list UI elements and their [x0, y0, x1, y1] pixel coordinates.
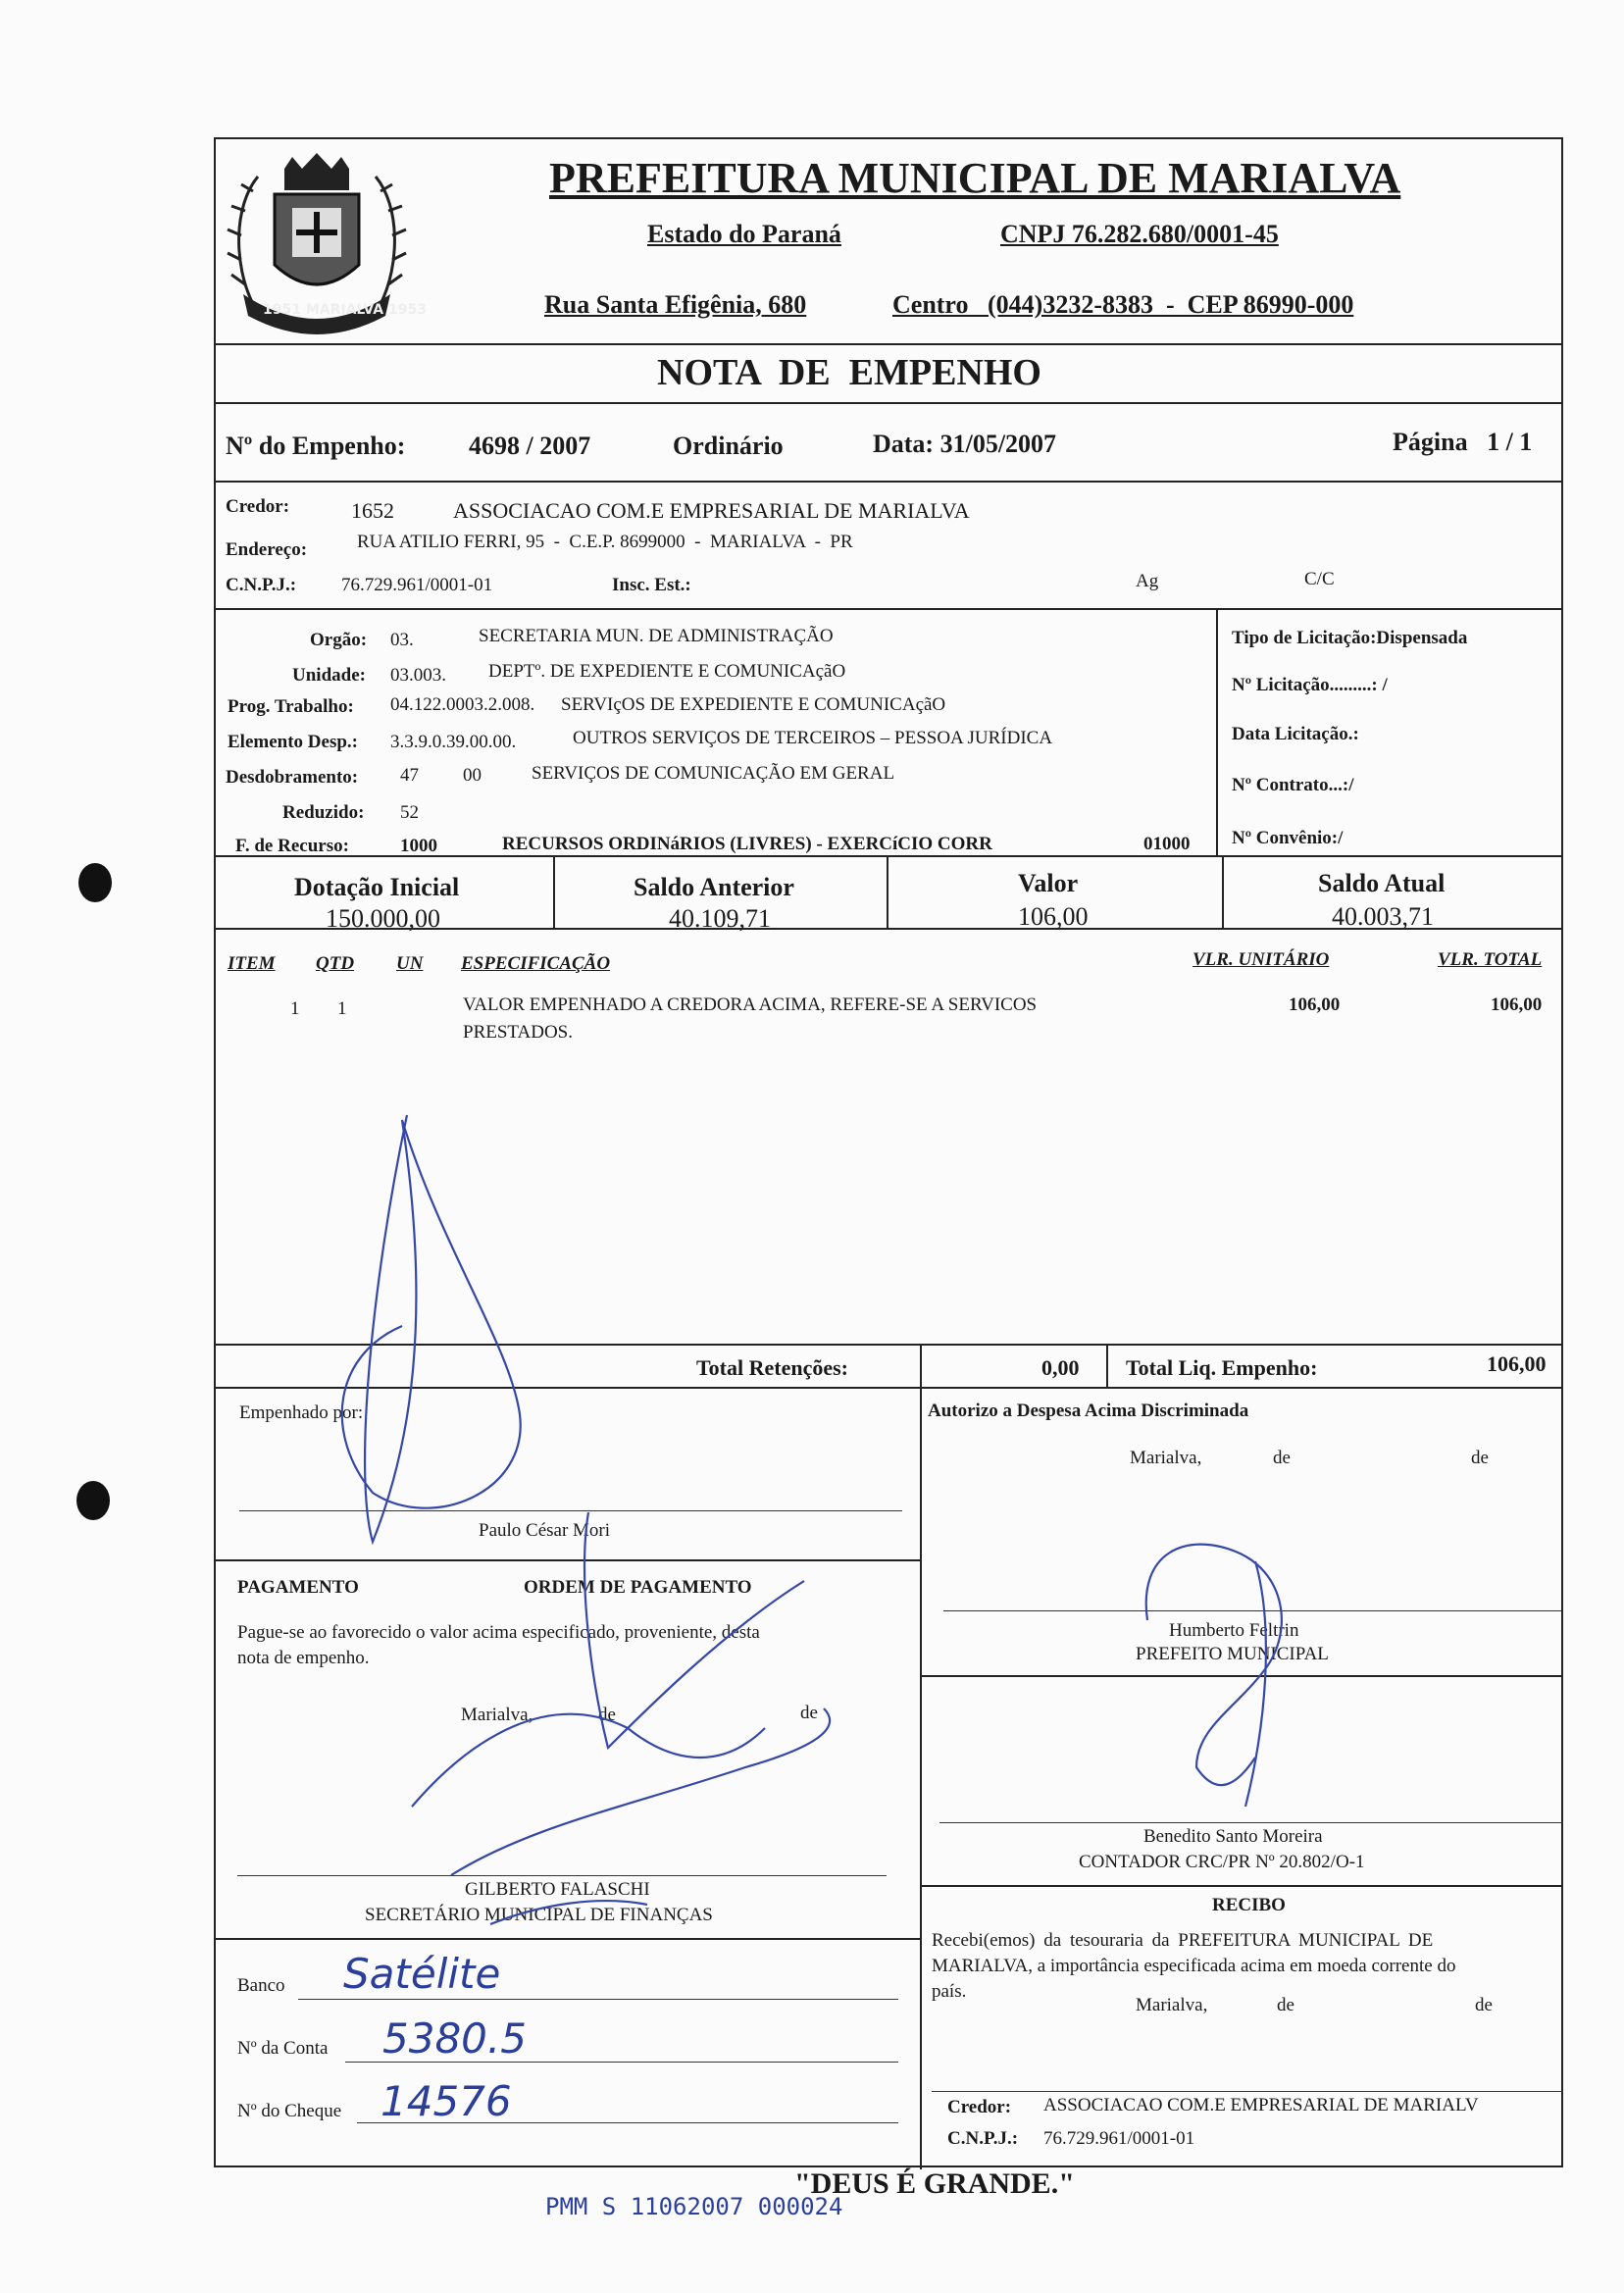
autorizo-de2: de [1471, 1448, 1489, 1468]
credor-name: ASSOCIACAO COM.E EMPRESARIAL DE MARIALVA [453, 498, 970, 523]
secretario-title: SECRETÁRIO MUNICIPAL DE FINANÇAS [365, 1905, 713, 1925]
footer-stamp: PMM S 11062007 000024 [545, 2193, 843, 2220]
tipo-licitacao: Tipo de Licitação:Dispensada [1232, 628, 1468, 648]
balance-valor-label: Valor [1018, 869, 1079, 897]
balance-saldo-atual-value: 40.003,71 [1332, 902, 1434, 931]
items-header-vlr-unit: VLR. UNITÁRIO [1193, 949, 1330, 970]
recibo-credor-name: ASSOCIACAO COM.E EMPRESARIAL DE MARIALV [1043, 2095, 1479, 2115]
numero-contrato: Nº Contrato...:/ [1232, 775, 1354, 795]
elemento-label: Elemento Desp.: [228, 732, 358, 752]
recurso-name: RECURSOS ORDINáRIOS (LIVRES) - EXERCíCIO CORR [502, 834, 992, 854]
recurso-label: F. de Recurso: [235, 836, 349, 856]
desdobramento-code: 47 [400, 765, 419, 786]
prog-label: Prog. Trabalho: [228, 696, 354, 717]
empenhado-por-label: Empenhado por: [239, 1402, 364, 1423]
banco-label: Banco [237, 1975, 285, 1996]
credor-label: Credor: [226, 496, 290, 517]
endereco: RUA ATILIO FERRI, 95 - C.E.P. 8699000 - MARIALVA - PR [357, 532, 853, 552]
item-espec-line1: VALOR EMPENHADO A CREDORA ACIMA, REFERE-SE A SERVICOS [463, 994, 1038, 1015]
data-licitacao: Data Licitação.: [1232, 724, 1359, 744]
contador-title: CONTADOR CRC/PR Nº 20.802/O-1 [1079, 1852, 1365, 1872]
items-header-item: ITEM [228, 953, 276, 974]
elemento-code: 3.3.9.0.39.00.00. [390, 732, 517, 752]
numero-licitacao: Nº Licitação.........: / [1232, 675, 1388, 695]
balance-valor-value: 106,00 [1018, 902, 1089, 931]
empenho-label: Nº do Empenho: [226, 432, 406, 460]
recibo-de2: de [1475, 1995, 1493, 2015]
pagamento-place: Marialva, [461, 1705, 533, 1725]
neighborhood-phone: Centro (044)3232-8383 - CEP 86990-000 [892, 290, 1354, 319]
autorizo-label: Autorizo a Despesa Acima Discriminada [928, 1401, 1249, 1421]
ag-label: Ag [1136, 571, 1159, 591]
prefeito-name: Humberto Feltrin [1169, 1620, 1299, 1641]
pagamento-label: PAGAMENTO [237, 1577, 359, 1598]
item-espec-line2: PRESTADOS. [463, 1022, 573, 1043]
empenho-date: Data: 31/05/2007 [873, 430, 1057, 458]
page-number: Página 1 / 1 [1393, 428, 1533, 456]
desdobramento-name: SERVIÇOS DE COMUNICAÇÃO EM GERAL [532, 763, 895, 784]
empenhado-por-name: Paulo César Mori [479, 1520, 611, 1541]
item-number: 1 [290, 998, 300, 1019]
total-liquido-value: 106,00 [1487, 1351, 1547, 1376]
contador-name: Benedito Santo Moreira [1143, 1826, 1323, 1847]
items-header-vlr-total: VLR. TOTAL [1438, 949, 1543, 970]
empenho-number: 4698 / 2007 [469, 432, 591, 460]
pagamento-de2: de [800, 1703, 818, 1723]
ordem-pagamento-label: ORDEM DE PAGAMENTO [524, 1577, 752, 1598]
punch-hole-bottom [76, 1481, 110, 1520]
cheque-value[interactable]: 14576 [381, 2077, 512, 2125]
unidade-code: 03.003. [390, 665, 446, 686]
desdobramento-label: Desdobramento: [226, 767, 359, 788]
recibo-line2: MARIALVA, a importância especificada acima em moeda corrente do [932, 1956, 1456, 1976]
recibo-line1: Recebi(emos) da tesouraria da PREFEITURA MUNICIPAL DE [932, 1930, 1434, 1951]
prefeito-title: PREFEITO MUNICIPAL [1136, 1644, 1329, 1664]
total-liquido-label: Total Liq. Empenho: [1126, 1355, 1318, 1380]
doc-title: NOTA DE EMPENHO [657, 352, 1041, 393]
recibo-place: Marialva, [1136, 1995, 1208, 2015]
cnpj-header: CNPJ 76.282.680/0001-45 [1000, 220, 1279, 248]
orgao-code: 03. [390, 630, 414, 650]
handwritten-signature-scribbles [216, 139, 1563, 2167]
recibo-title: RECIBO [1212, 1895, 1286, 1915]
prefeitura-title: PREFEITURA MUNICIPAL DE MARIALVA [549, 154, 1401, 202]
unidade-name: DEPTº. DE EXPEDIENTE E COMUNICAçãO [488, 661, 846, 682]
insc-label: Insc. Est.: [612, 575, 691, 595]
cc-label: C/C [1304, 569, 1335, 589]
total-retencoes-label: Total Retenções: [696, 1355, 848, 1380]
state-name: Estado do Paraná [647, 220, 841, 248]
autorizo-place: Marialva, [1130, 1448, 1202, 1468]
cnpj-label: C.N.P.J.: [226, 575, 297, 595]
conta-value[interactable]: 5380.5 [382, 2014, 527, 2063]
balance-dotacao-label: Dotação Inicial [294, 873, 460, 901]
balance-saldo-anterior-label: Saldo Anterior [634, 873, 794, 901]
recibo-credor-label: Credor: [947, 2097, 1012, 2117]
items-header-un: UN [396, 953, 424, 974]
pagamento-text-line1: Pague-se ao favorecido o valor acima especificado, proveniente, desta [237, 1622, 760, 1643]
secretario-name: GILBERTO FALASCHI [465, 1879, 650, 1900]
item-vlr-total: 106,00 [1491, 994, 1543, 1015]
punch-hole-top [78, 863, 112, 902]
crest-ribbon-text: 1951 MARIALVA 1953 [263, 302, 427, 318]
autorizo-de1: de [1273, 1448, 1291, 1468]
recibo-cnpj: 76.729.961/0001-01 [1043, 2128, 1195, 2149]
recibo-cnpj-label: C.N.P.J.: [947, 2128, 1019, 2149]
balance-saldo-anterior-value: 40.109,71 [669, 904, 771, 933]
empenho-type: Ordinário [673, 432, 784, 460]
recurso-code: 1000 [400, 836, 437, 856]
orgao-label: Orgão: [310, 630, 368, 650]
credor-code: 1652 [351, 498, 394, 523]
prog-name: SERVIçOS DE EXPEDIENTE E COMUNICAçãO [561, 694, 946, 715]
items-header-qtd: QTD [316, 953, 355, 974]
unidade-label: Unidade: [292, 665, 366, 686]
balance-dotacao-value: 150.000,00 [326, 904, 440, 933]
recibo-line3: país. [932, 1981, 967, 2002]
reduzido-code: 52 [400, 802, 419, 823]
pagamento-text-line2: nota de empenho. [237, 1648, 370, 1668]
pagamento-de1: de [598, 1705, 616, 1725]
banco-value[interactable]: Satélite [343, 1950, 501, 1998]
reduzido-label: Reduzido: [282, 802, 365, 823]
nota-de-empenho-form [214, 137, 1563, 2167]
desdobramento-sub: 00 [463, 765, 482, 786]
endereco-label: Endereço: [226, 539, 308, 560]
elemento-name: OUTROS SERVIÇOS DE TERCEIROS – PESSOA JURÍDICA [573, 728, 1053, 748]
footer-motto: "DEUS É GRANDE." [794, 2167, 1075, 2200]
recibo-de1: de [1277, 1995, 1294, 2015]
recurso-sub: 01000 [1143, 834, 1191, 854]
cheque-label: Nº do Cheque [237, 2101, 342, 2121]
item-vlr-unit: 106,00 [1289, 994, 1341, 1015]
credor-cnpj: 76.729.961/0001-01 [341, 575, 493, 595]
prog-code: 04.122.0003.2.008. [390, 694, 535, 715]
balance-saldo-atual-label: Saldo Atual [1318, 869, 1446, 897]
item-qtd: 1 [337, 998, 347, 1019]
items-header-espec: ESPECIFICAÇÃO [461, 953, 611, 974]
numero-convenio: Nº Convênio:/ [1232, 828, 1344, 848]
orgao-name: SECRETARIA MUN. DE ADMINISTRAÇÃO [479, 626, 834, 646]
address: Rua Santa Efigênia, 680 [544, 290, 807, 319]
total-retencoes-value: 0,00 [1041, 1355, 1080, 1380]
conta-label: Nº da Conta [237, 2038, 329, 2059]
